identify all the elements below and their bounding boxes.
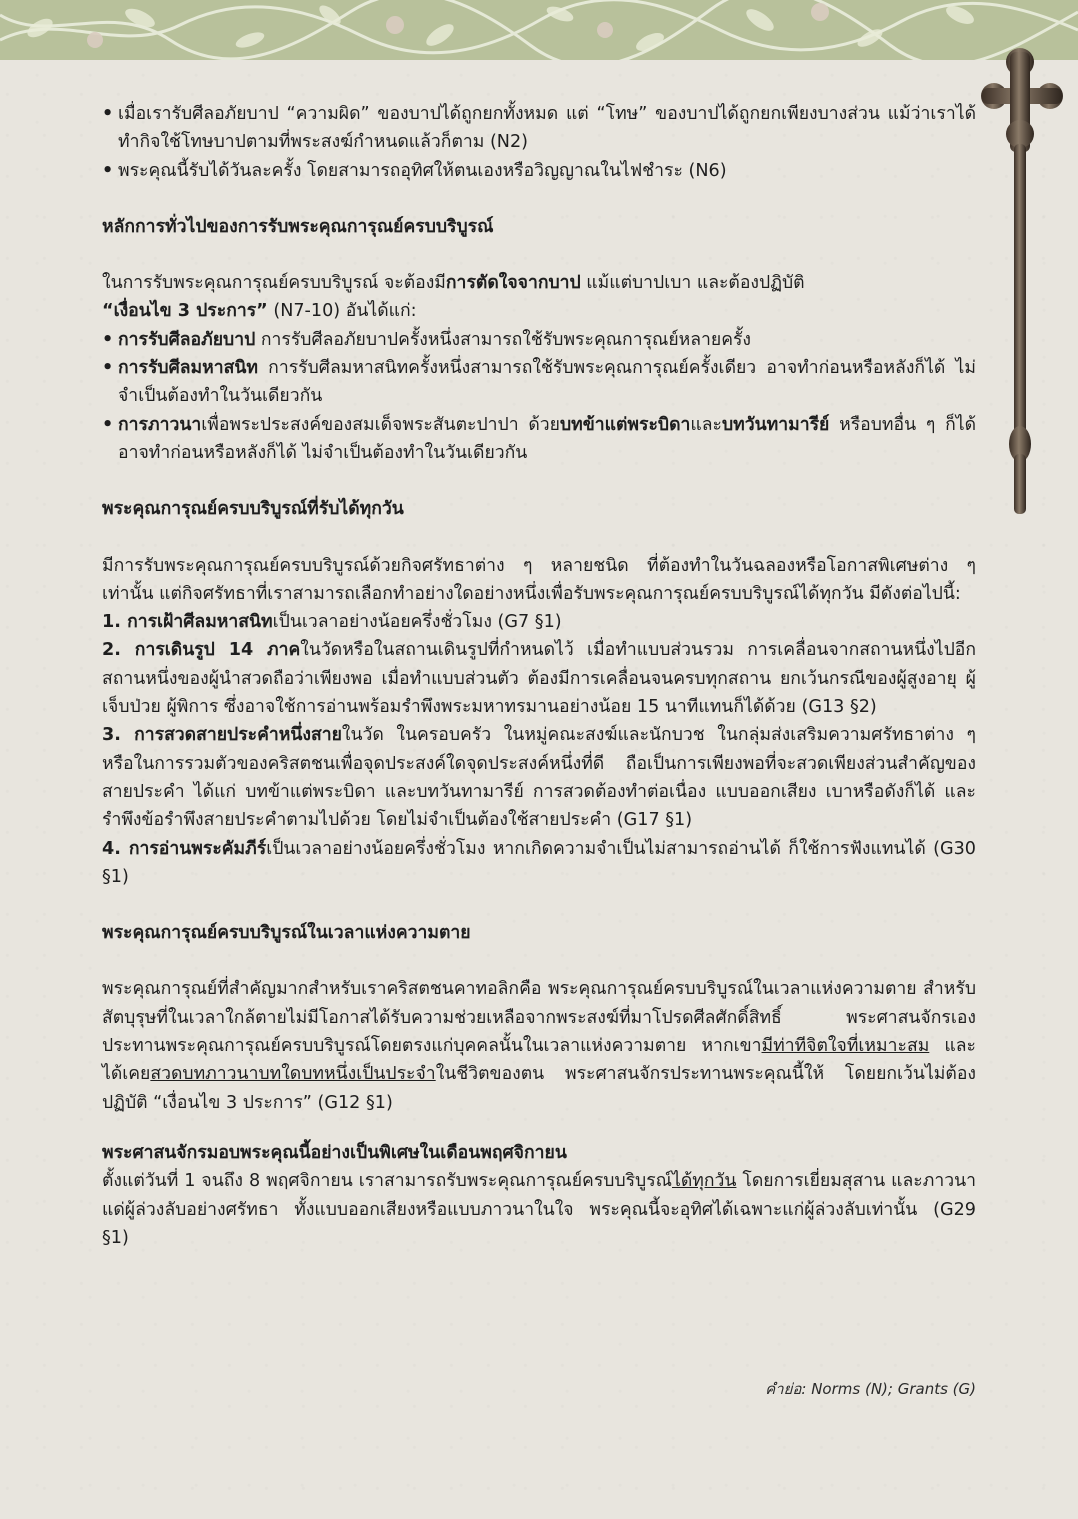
item-number: 4. xyxy=(102,838,121,859)
intro-bullet-list xyxy=(102,100,976,185)
underlined-text: ได้ทุกวัน xyxy=(672,1171,737,1192)
bold-text: การเฝ้าศีลมหาสนิท xyxy=(120,612,273,633)
numbered-item xyxy=(102,721,976,834)
bold-text: การตัดใจจากบาป xyxy=(445,273,581,294)
text-span: การรับศีลอภัยบาปครั้งหนึ่งสามารถใช้รับพระคุณการุณย์หลายครั้ง xyxy=(255,329,752,350)
numbered-item xyxy=(102,636,976,721)
text-span: ตั้งแต่วันที่ 1 จนถึง 8 พฤศจิกายน เราสามารถรับพระคุณการุณย์ครบบริบูรณ์ xyxy=(102,1171,672,1192)
text-span: การรับศีลมหาสนิทครั้งหนึ่งสามารถใช้รับพระคุณการุณย์ครั้งเดียว อาจทำก่อนหรือหลังก็ได้ ไม่จำเป็นต้องทำในวันเดียวกัน xyxy=(118,358,976,407)
section3-paragraph xyxy=(102,975,976,1116)
text-span: เพื่อพระประสงค์ของสมเด็จพระสันตะปาปา ด้วย xyxy=(201,414,560,435)
section4-paragraph xyxy=(102,1167,976,1252)
bold-text: บทข้าแต่พระบิดา xyxy=(559,414,691,435)
bold-text: การอ่านพระคัมภีร์ xyxy=(120,838,267,859)
underlined-text: สวดบทภาวนาบทใดบทหนึ่งเป็นประจำ xyxy=(150,1064,436,1085)
list-item xyxy=(102,354,976,411)
text-span: หรือบทอื่น ๆ ก็ได้ อาจทำก่อนหรือหลังก็ได้ ไม่จำเป็นต้องทำในวันเดียวกัน xyxy=(118,414,976,463)
numbered-item xyxy=(102,835,976,892)
bold-text: การรับศีลอภัยบาป xyxy=(118,329,256,350)
text-span: พระคุณการุณย์ที่สำคัญมากสำหรับเราคริสตชนคาทอลิกคือ พระคุณการุณย์ครบบริบูรณ์ในเวลาแห่งความตาย สำหรับสัตบุรุษที่ในเวลาใกล้ตายไม่มีโอกาสได้รับความช่วยเหลือจากพระสงฆ์ที่มาโปรดศีลศักดิ์สิทธิ์ พระศาสนจักรเองประทานพระคุณการุณย์ครบบริบูรณ์โดยตรงแก่บุคคลนั้นในเวลาแห่งความตาย หากเขา xyxy=(102,979,976,1057)
numbered-item xyxy=(102,608,976,636)
cross-icon xyxy=(972,44,1078,524)
list-item: • เมื่อเรารับศีลอภัยบาป “ความผิด” ของบาปได้ถูกยกทั้งหมด แต่ “โทษ” ของบาปได้ถูกยกเพียงบางส่วน แม้ว่าเราได้ทำกิจใช้โทษบาปตามที่พระสงฆ์กำหนดแล้วก็ตาม (N2) xyxy=(102,100,976,157)
text-span: ในวัดหรือในสถานเดินรูปที่กำหนดไว้ เมื่อทำแบบส่วนรวม การเคลื่อนจากสถานหนึ่งไปอีกสถานหนึ่งของผู้นำสวดถือว่าเพียงพอ เมื่อทำแบบส่วนตัว ต้องมีการเคลื่อนจนครบทุกสถาน ยกเว้นกรณีของผู้สูงอายุ ผู้เจ็บป่วย ผู้พิการ ซึ่งอาจใช้การอ่านพร้อมรำพึงพระมหาทรมานอย่างน้อย 15 นาทีแทนก็ได้ด้วย (G13 §2) xyxy=(102,640,977,718)
bold-text: การรับศีลมหาสนิท xyxy=(118,358,258,379)
item-number: 1. xyxy=(102,612,121,633)
section-heading-general-principles: หลักการทั่วไปของการรับพระคุณการุณย์ครบบริบูรณ์ xyxy=(102,216,494,237)
underlined-text: มีท่าทีจิตใจที่เหมาะสม xyxy=(761,1036,930,1057)
section1-intro xyxy=(102,269,976,326)
text-span: เป็นเวลาอย่างน้อยครึ่งชั่วโมง หากเกิดความจำเป็นไม่สามารถอ่านได้ ก็ใช้การฟังแทนได้ (G30 §1) xyxy=(102,838,976,887)
text-span: เป็นเวลาอย่างน้อยครึ่งชั่วโมง (G7 §1) xyxy=(272,612,562,633)
text-span: ในวัด ในครอบครัว ในหมู่คณะสงฆ์และนักบวช ในกลุ่มส่งเสริมความศรัทธาต่าง ๆ หรือในการรวมตัวของคริสตชนเพื่อจุดประสงค์ใดจุดประสงค์หนึ่งที่ดี ถือเป็นการเพียงพอที่จะสวดเพียงส่วนสำคัญของสายประคำ ได้แก่ บทข้าแต่พระบิดา และบทวันทามารีย์ การสวดต้องทำต่อเนื่อง แบบออกเสียง เบาหรือดังก็ได้ และรำพึงข้อรำพึงสายประคำตามไปด้วย โดยไม่จำเป็นต้องใช้สายประคำ (G17 §1) xyxy=(102,725,976,831)
list-item xyxy=(102,326,976,354)
document-body xyxy=(102,100,976,1252)
list-item xyxy=(102,411,976,468)
text-span: และได้เคย xyxy=(102,1036,976,1085)
bold-text: การเดินรูป 14 ภาค xyxy=(120,640,301,661)
text-span: และ xyxy=(690,414,722,435)
section-heading-time-of-death: พระคุณการุณย์ครบบริบูรณ์ในเวลาแห่งความตาย xyxy=(102,923,471,944)
item-number: 3. xyxy=(102,725,121,746)
floral-banner xyxy=(0,0,1078,60)
bold-text: บทวันทามารีย์ xyxy=(721,414,830,435)
bold-text: การสวดสายประคำหนึ่งสาย xyxy=(120,725,342,746)
bold-text: การภาวนา xyxy=(118,414,202,435)
conditions-list xyxy=(102,326,976,467)
text-span: แม้แต่บาปเบา และต้องปฏิบัติ xyxy=(580,273,805,294)
text-span: ในการรับพระคุณการุณย์ครบบริบูรณ์ จะต้องมี xyxy=(102,273,446,294)
text-span: โดยการเยี่ยมสุสาน และภาวนาแด่ผู้ล่วงลับอย่างศรัทธา ทั้งแบบออกเสียงหรือแบบภาวนาในใจ พระคุณนี้จะอุทิศได้เฉพาะแก่ผู้ล่วงลับเท่านั้น (G29 §1) xyxy=(102,1171,976,1248)
bold-text: “เงื่อนไข 3 ประการ” xyxy=(102,301,268,322)
abbreviation-note: คำย่อ: Norms (N); Grants (G) xyxy=(765,1380,976,1398)
list-item: • พระคุณนี้รับได้วันละครั้ง โดยสามารถอุทิศให้ตนเองหรือวิญญาณในไฟชำระ (N6) xyxy=(102,157,976,185)
text-span: ในชีวิตของตน พระศาสนจักรประทานพระคุณนี้ให้ โดยยกเว้นไม่ต้องปฏิบัติ “เงื่อนไข 3 ประการ” (G12 §1) xyxy=(102,1064,976,1113)
text-span: (N7-10) อันได้แก่: xyxy=(267,301,417,322)
section2-intro: มีการรับพระคุณการุณย์ครบบริบูรณ์ด้วยกิจศรัทธาต่าง ๆ หลายชนิด ที่ต้องทำในวันฉลองหรือโอกาสพิเศษต่าง ๆ เท่านั้น แต่กิจศรัทธาที่เราสามารถเลือกทำอย่างใดอย่างหนึ่งเพื่อรับพระคุณการุณย์ครบบริบูรณ์ได้ทุกวัน มีดังต่อไปนี้: xyxy=(102,555,976,604)
item-number: 2. xyxy=(102,640,121,661)
section-heading-november: พระศาสนจักรมอบพระคุณนี้อย่างเป็นพิเศษในเดือนพฤศจิกายน xyxy=(102,1142,567,1163)
section-heading-daily-indulgence: พระคุณการุณย์ครบบริบูรณ์ที่รับได้ทุกวัน xyxy=(102,499,404,520)
